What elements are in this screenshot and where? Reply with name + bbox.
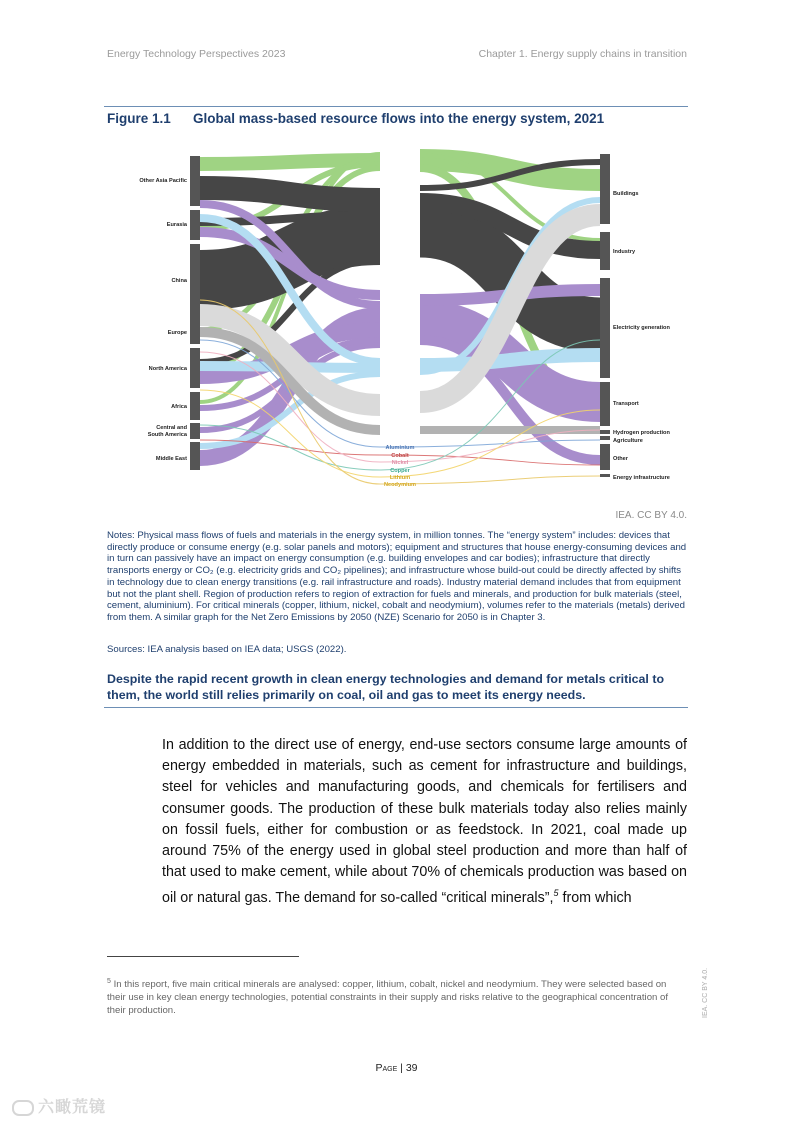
flows-material-to-sector (420, 155, 600, 460)
node-industry (600, 232, 610, 270)
watermark-logo-icon (12, 1100, 34, 1116)
node-electricity (600, 278, 610, 378)
page-prefix: Page (375, 1062, 398, 1074)
figure-label: Figure 1.1 (107, 111, 171, 126)
figure-sources: Sources: IEA analysis based on IEA data; USGS (2022). (107, 644, 347, 655)
sankey-chart (100, 140, 700, 500)
label-electricity: Electricity generation (613, 325, 670, 331)
label-cobalt: Cobalt (391, 453, 409, 459)
label-hydrogen: Hydrogen production (613, 430, 670, 436)
label-natural-gas: Natural gas (384, 366, 416, 372)
node-north-america (190, 348, 200, 388)
label-lithium: Lithium (389, 475, 411, 481)
label-oil: Oil (396, 314, 404, 320)
node-other-asia-pacific (190, 156, 200, 206)
label-central-south-america-line1: Central and (156, 425, 187, 431)
label-transport: Transport (613, 401, 639, 407)
footnote-reference[interactable]: 5 (553, 888, 559, 899)
label-europe: Europe (167, 330, 187, 336)
label-china: China (171, 278, 187, 284)
label-buildings: Buildings (613, 191, 639, 197)
watermark-text: 六瞰荒镜 (38, 1099, 107, 1116)
node-middle-east (190, 442, 200, 470)
watermark (12, 1094, 106, 1117)
page-number: Page | 39 (375, 1062, 418, 1074)
body-text-end: from which (558, 890, 632, 907)
label-nickel: Nickel (391, 460, 409, 466)
label-energy-infrastructure: Energy infrastructure (613, 475, 670, 481)
label-central-south-america (148, 425, 188, 438)
label-middle-east: Middle East (155, 456, 187, 462)
label-central-south-america-line2: South America (147, 432, 187, 438)
figure-title: Global mass-based resource flows into the energy system, 2021 (193, 111, 605, 126)
node-central-south-america (190, 423, 200, 439)
figure-top-rule (104, 106, 688, 107)
page-number-value: 39 (405, 1062, 418, 1074)
running-header-left: Energy Technology Perspectives 2023 (107, 48, 286, 60)
key-message-rule (104, 707, 688, 708)
label-bioenergy: Bioenergy (386, 160, 414, 166)
figure-credit: IEA. CC BY 4.0. (615, 510, 687, 521)
label-aluminium: Aluminium (385, 445, 415, 451)
footnote (107, 976, 687, 1018)
key-message: Despite the rapid recent growth in clean energy technologies and demand for metals critical to them, the world still relies primarily on coal, oil and gas to meet its energy needs. (107, 672, 665, 702)
node-buildings (600, 154, 610, 224)
label-cement: Cement (389, 404, 411, 410)
flow-coal-asia (200, 188, 380, 200)
node-other (600, 444, 610, 470)
node-transport (600, 382, 610, 426)
label-neodymium: Neodymium (383, 482, 417, 488)
node-europe (190, 318, 200, 344)
figure-notes: Notes: Physical mass flows of fuels and materials in the energy system, in million tonnes. The “energy system” includes: devices that directly produce or consume energy (e.g. solar panels and motors); equipment and structures that house energy-consuming devices and in turn can passively have an impact on energy consumption (e.g. building envelopes and car bodies); infrastructure that directly transports energy or CO₂ (e.g. electricity grids and CO₂ pipelines); and infrastructure whose build-out could be directly affected by shifts in technology due to clean energy transitions (e.g. rail infrastructure and roads). Industry material demand includes that from equipment but not the plant shell. Region of production refers to region of extraction for fuels and minerals, and production for bulk materials (steel, cement, aluminium). For critical minerals (copper, lithium, nickel, cobalt and neodymium), volumes refer to the materials (metals) derived from them. A similar graph for the Net Zero Emissions by 2050 (NZE) Scenario for 2050 is in Chapter 3. (107, 530, 687, 623)
sector-nodes (600, 154, 610, 477)
node-agriculture (600, 436, 610, 440)
label-coal: Coal (393, 234, 407, 240)
footnote-rule (107, 956, 299, 957)
label-copper: Copper (390, 468, 410, 474)
side-credit: IEA. CC BY 4.0. (702, 967, 709, 1018)
label-industry: Industry (613, 249, 636, 255)
label-africa: Africa (171, 404, 187, 410)
label-north-america: North America (148, 366, 187, 372)
label-steel: Steel (393, 429, 407, 435)
region-nodes (190, 156, 200, 470)
label-other-asia-pacific: Other Asia Pacific (139, 178, 187, 184)
footnote-text: In this report, five main critical minerals are analysed: copper, lithium, cobalt, nickel and neodymium. They were selected based on their use in key clean energy technologies, potential constraints in their supply and risks relative to the geographical concentration of their production. (107, 979, 669, 1016)
body-paragraph (162, 735, 687, 909)
label-eurasia: Eurasia (166, 222, 187, 228)
node-eurasia (190, 210, 200, 240)
label-other: Other (613, 456, 628, 462)
node-africa (190, 392, 200, 420)
running-header-right: Chapter 1. Energy supply chains in transition (478, 48, 687, 60)
node-energy-infrastructure (600, 474, 610, 477)
body-text: In addition to the direct use of energy, end-use sectors consume large amounts of energy embedded in materials, such as cement for infrastructure and buildings, steel for vehicles and manufacturing goods, and chemicals for fertilisers and consumer goods. The production of these bulk materials today also relies mainly on fossil fuels, either for combustion or as feedstock. In 2021, coal made up around 75% of the energy used in global steel production and more than half of that used to make cement, while about 70% of chemicals production was based on oil or natural gas. The demand for so-called “critical minerals”, (162, 737, 687, 907)
label-agriculture: Agriculture (613, 438, 643, 444)
node-hydrogen (600, 430, 610, 434)
footnote-number: 5 (107, 978, 111, 985)
